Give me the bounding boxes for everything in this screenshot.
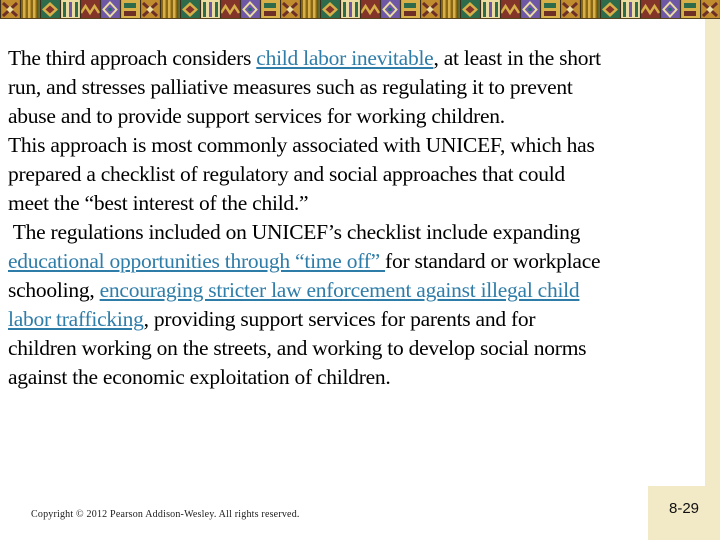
body-line	[8, 44, 708, 73]
body-line	[8, 305, 708, 334]
text-segment: schooling,	[8, 278, 100, 302]
text-segment: This approach is most commonly associated with UNICEF, which has	[8, 133, 595, 157]
page-number-panel	[648, 486, 720, 540]
text-segment: children working on the streets, and working to develop social norms	[8, 336, 587, 360]
slide-number: 8-29	[668, 500, 700, 517]
body-line	[8, 276, 708, 305]
body-line	[8, 102, 708, 131]
text-segment: meet the “best interest of the child.”	[8, 191, 309, 215]
body-line	[8, 247, 708, 276]
text-segment: run, and stresses palliative measures such as regulating it to prevent	[8, 75, 573, 99]
body-line	[8, 131, 708, 160]
kente-border-pattern-icon	[0, 0, 720, 19]
body-line	[8, 218, 708, 247]
footer-copyright: Copyright © 2012 Pearson Addison-Wesley. All rights reserved.	[31, 509, 300, 520]
body-line	[8, 363, 708, 392]
text-segment: prepared a checklist of regulatory and social approaches that could	[8, 162, 565, 186]
text-segment: against the economic exploitation of children.	[8, 365, 391, 389]
body-line	[8, 160, 708, 189]
text-segment: abuse and to provide support services for working children.	[8, 104, 505, 128]
body-line	[8, 189, 708, 218]
hyperlink-stricter-law-enforcement[interactable]: encouraging stricter law enforcement against illegal child	[99, 278, 580, 302]
hyperlink-child-labor-inevitable[interactable]: child labor inevitable	[256, 46, 434, 70]
text-segment: , at least in the short	[433, 46, 601, 70]
body-line	[8, 73, 708, 102]
text-segment: for standard or workplace	[385, 249, 601, 273]
hyperlink-educational-opportunities[interactable]: educational opportunities through “time off”	[8, 249, 386, 273]
body-line	[8, 334, 708, 363]
text-segment: , providing support services for parents and for	[143, 307, 536, 331]
text-segment: The regulations included on UNICEF’s checklist include expanding	[8, 220, 581, 244]
slide-body-text	[8, 44, 708, 392]
text-segment: The third approach considers	[8, 46, 257, 70]
hyperlink-labor-trafficking[interactable]: labor trafficking	[8, 307, 144, 331]
